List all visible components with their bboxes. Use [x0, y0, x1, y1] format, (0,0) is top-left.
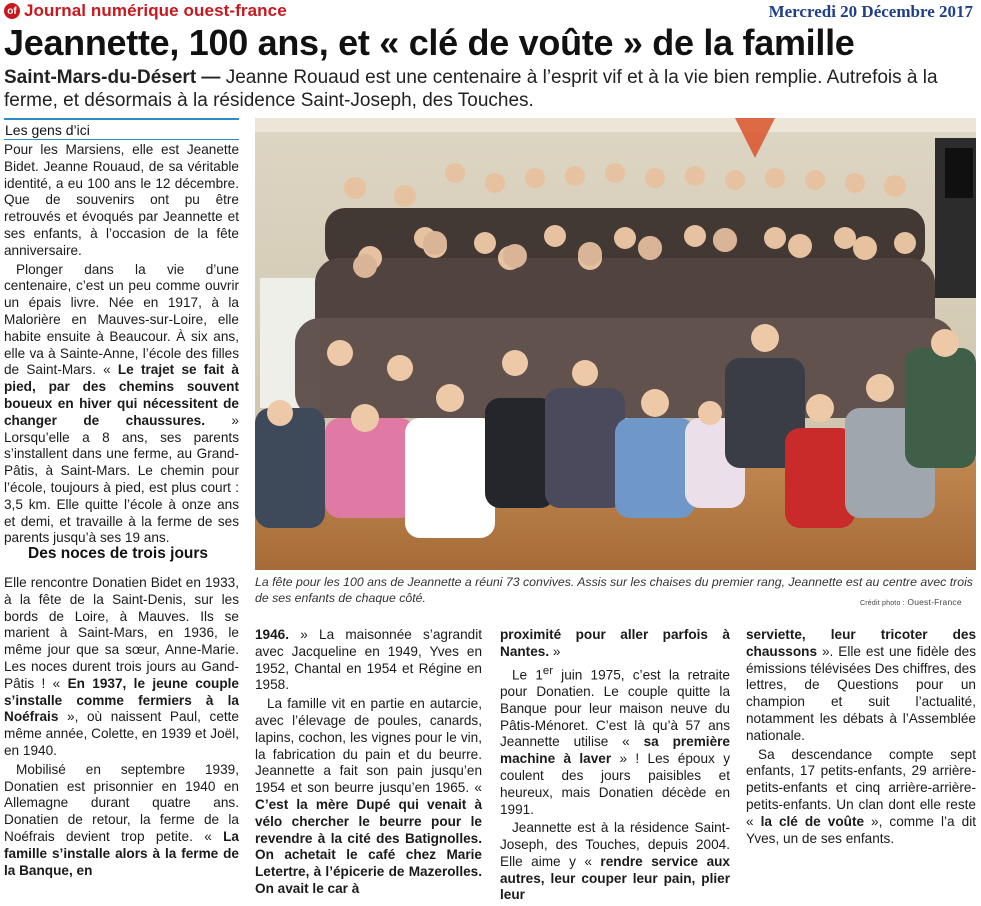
text-run: Plonger dans la vie d’une centenaire, c’est un peu comme ouvrir un épais livre. Née en 1917, à la Malorière en Mauves-sur-Loire, elle habite ensuite à Beaucour. À six ans, elle va à Sainte-Anne, l’école des filles de Saint-Mars. « — [4, 261, 239, 378]
deck-place: Saint-Mars-du-Désert — — [4, 67, 221, 88]
kicker-box — [4, 118, 239, 138]
quote-bold: serviette, leur tricoter des chaussons — [746, 627, 976, 659]
quote-bold: sa première machine à laver — [500, 734, 730, 767]
quote-bold: La famille s’installe alors à la ferme de la Banque, en — [4, 828, 239, 878]
paragraph — [746, 627, 976, 745]
text-run: La famille vit en partie en autarcie, avec l’élevage de poules, canards, lapins, cochon, les vignes pour le vin, la fabrication du pain et du beurre. Jeannette a fait son pain jusqu’en 1954 et son beurre jusqu’en 1965. « — [255, 696, 482, 796]
text-run: Jeannette est à la résidence Saint-Joseph, des Touches, depuis 2004. Elle aime y « — [500, 820, 730, 869]
paragraph — [4, 575, 239, 760]
ouest-france-logo-icon: of — [4, 3, 20, 19]
paragraph — [500, 820, 730, 904]
text-run: » La maisonnée s’agrandit avec Jacqueline en 1949, Yves en 1952, Chantal en 1954 et Régine en 1958. — [255, 627, 482, 693]
column-3 — [500, 627, 730, 906]
quote-bold: En 1937, le jeune couple s’installe comme fermiers à la Noéfrais — [4, 675, 239, 725]
family-photo — [255, 118, 976, 570]
quote-bold: Le trajet se fait à pied, par des chemins souvent boueux en hiver qui nécessitent de changer de chaussures. — [4, 362, 239, 428]
text-run: » — [549, 643, 561, 659]
quote-bold: C’est la mère Dupé qui venait à vélo chercher le beurre pour le revendre à la cité des Batignolles. On achetait le café chez Marie Letertre, à l’épicerie de Mazerolles. On avait le car à — [255, 796, 482, 896]
publication-date: Mercredi 20 Décembre 2017 — [768, 2, 973, 21]
subhead: Des noces de trois jours — [28, 545, 209, 562]
brand — [4, 1, 287, 21]
text-run: juin 1975, c’est la retraite pour Donatien. Le couple quitte la Banque pour leur maison neuve du Pâtis-Ménoret. C’est là qu’à 57 ans Jeannette utilise « — [500, 667, 730, 750]
deck — [4, 66, 979, 112]
superscript: er — [542, 664, 553, 677]
column-1-top — [4, 142, 239, 549]
column-1-bottom — [4, 575, 239, 881]
quote-bold: la clé de voûte — [760, 813, 865, 829]
quote-bold: proximité pour aller parfois à Nantes. — [500, 627, 730, 659]
kicker: Les gens d’ici — [5, 122, 90, 138]
paragraph — [255, 696, 482, 898]
photo-credit-label: Crédit photo : — [860, 600, 905, 607]
brand-name: Journal numérique ouest-france — [24, 1, 287, 20]
paragraph — [4, 262, 239, 548]
paragraph — [500, 663, 730, 819]
headline: Jeannette, 100 ans, et « clé de voûte » de la famille — [4, 22, 855, 63]
paragraph — [500, 627, 730, 661]
column-4 — [746, 627, 976, 849]
masthead — [4, 1, 977, 23]
text-run: Elle rencontre Donatien Bidet en 1933, à la fête de la Saint-Denis, sur les bords de Loire, à Mauves. Ils se marient à Saint-Mars, en 1936, le même jour que sa sœur, Anne-Marie. Les noces durent trois jours au Gand-Pâtis ! « — [4, 575, 239, 691]
kicker-rule — [4, 139, 239, 140]
text-run: Mobilisé en septembre 1939, Donatien est prisonnier en 1940 en Allemagne durant quatre ans. Donatien de retour, la ferme de la Noéfrais devient trop petite. « — [4, 761, 239, 844]
text-run: » Lorsqu’elle a 8 ans, ses parents s’installent dans une ferme, au Grand-Pâtis, à Saint-Mars. Le chemin pour l’école, toujours à pied, est plus court : 3,5 km. Elle quitte l’école à onze ans et demi, et travaille à la ferme de ses parents jusqu’à ses 19 ans. — [4, 412, 239, 546]
photo-credit-name: Ouest-France — [907, 597, 962, 607]
text-run: ». Elle est une fidèle des émissions télévisées Des chiffres, des lettres, de Questions pour un champion et suit l’actualité, notamment les débats à l’Assemblée nationale. — [746, 643, 976, 743]
quote-bold: rendre service aux autres, leur couper leur pain, plier leur — [500, 853, 730, 903]
text-run: Le 1 — [512, 667, 543, 683]
paragraph — [746, 747, 976, 848]
column-2 — [255, 627, 482, 900]
paragraph — [4, 762, 239, 880]
text-run: » ! Les époux y coulent des jours paisibles et heureux, mais Donatien décède en 1991. — [500, 751, 730, 817]
paragraph — [255, 627, 482, 694]
text-run: », comme l’a dit Yves, un de ses enfants. — [746, 813, 976, 846]
photo-caption: La fête pour les 100 ans de Jeannette a réuni 73 convives. Assis sur les chaises du premier rang, Jeannette est au centre avec trois de ses enfants de chaque côté. — [255, 575, 973, 605]
paragraph: Pour les Marsiens, elle est Jeanette Bidet. Jeanne Rouaud, de sa véritable identité, a eu 100 ans le 12 décembre. Que de souvenirs ont pu être retrouvés et évoqués par Jeannette et ses enfants, à l’occasion de la fête anniversaire. — [4, 142, 239, 258]
photo-credit — [860, 597, 962, 607]
text-run: », où naissent Paul, cette même année, Colette, en 1939 et Joël, en 1940. — [4, 709, 239, 758]
text-run: Sa descendance compte sept enfants, 17 petits-enfants, 29 arrière-petits-enfants et cinq arrière-arrière-petits-enfants. Un clan dont elle reste « — [746, 746, 976, 829]
deck-text: Jeanne Rouaud est une centenaire à l’esprit vif et à la vie bien remplie. Autrefois à la ferme, et désormais à la résidence Saint-Joseph, des Touches. — [4, 67, 938, 111]
family-photo-image — [255, 118, 976, 570]
quote-bold: 1946. — [255, 627, 290, 642]
